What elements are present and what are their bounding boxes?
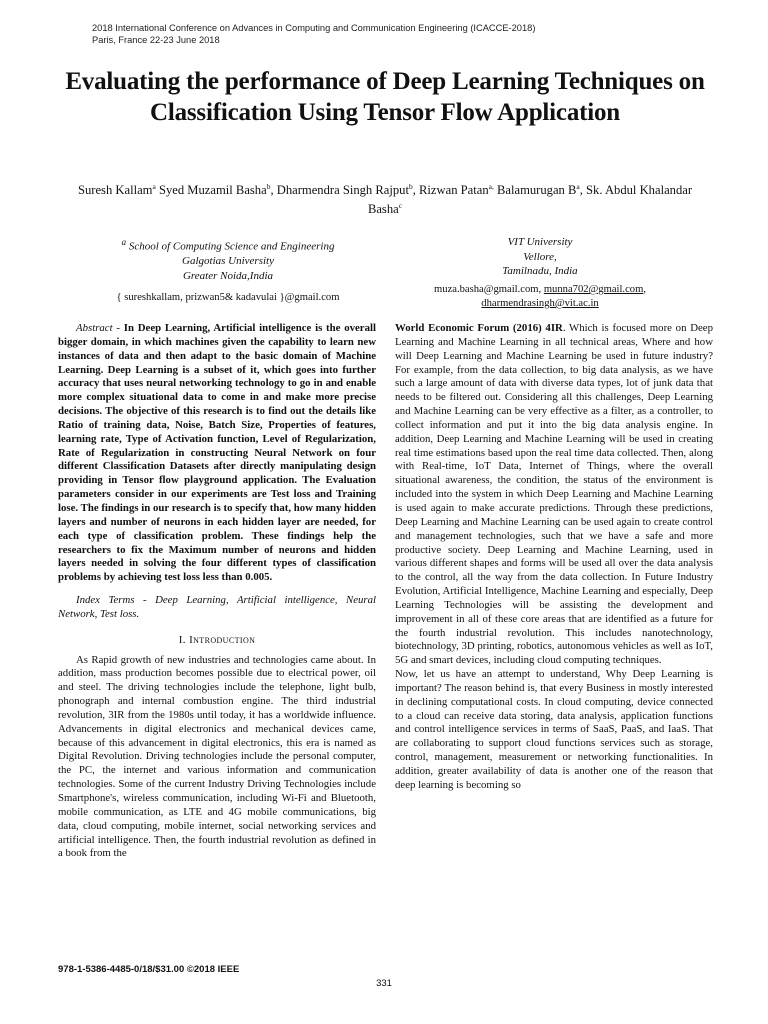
abstract-text: In Deep Learning, Artificial intelligence is the overall bigger domain, in which machines given the capability to learn new instances of data and then adapt to the basic domain of Machine Learning. Deep Learning is a subset of it, which goes into further accuracy that uses neural networking technology to go in and enable more complex situational data to come in and make more precise decisions. The objective of this research is to find out the details like Ratio of training data, Noise, Batch Size, Properties of features, learning rate, Type of Activation function, Level of Regularization, Rate of Regularization in constructing Neural Network on four different Classification Datasets after directly manipulating design providing in Tensor flow playground application. The Evaluation parameters consider in our experiments are Test loss and Training lose. The findings in our research is to specify that, how many hidden layers and number of neurons in each hidden layer are needed, for each type of classification problem. These findings help the researchers to fix the Maximum number of neurons and hidden layers needed in solving the four different types of classification problems by achieving test loss less than 0.005. [58,322,376,584]
body-paragraph: Now, let us have an attempt to understand, Why Deep Learning is important? The reason behind is, that every Business in mostly interested in declining computational costs. In cloud computing, device connected to a cloud can receive data storing, data analysis, application functions and control intelligence services in terms of SaaS, PaaS, and IaaS. That are collaborating to support cloud functions services such as storage, control, management, measurement or networking functionalities. In addition, greater availability of data is another one of the reason that deep learning is becoming so [395,668,713,791]
email-link[interactable]: dharmendrasingh@vit.ac.in [481,298,599,309]
author-affiliation-mark: a, [488,182,494,191]
page-number: 331 [376,978,392,989]
author-name: Balamurugan B [497,183,577,198]
body-paragraph: World Economic Forum (2016) 4IR. Which is focused more on Deep Learning and Machine Learning in all technical areas, Where and how will Deep Learning and Machine Learning be used in future industry? For example, from the data collection, to big data analysis, as we have such a large amount of data with diverse data types, lot of junk data that needs to be filtered out. Considering all this challenges, Deep Learning and Machine Learning can be very effective as a filter, as a controller, to collect information and put it into the big data analysis engine. In addition, Deep Learning and Machine Learning will be used in creating real time estimations based upon the real time data collected. Then, along with Real-time, IoT Data, Internet of Things, where the overall situational awareness, the condition, the status of the environment is included into the system in which Deep Learning and Machine Learning is used again to make accurate predictions. Through these predictions, Deep Learning and Machine Learning can be used again to create control and management technologies, such that we have a safe and more productive society. Deep Learning and Machine Learning, used in various different shapes and forms will be used all over the data analysis to the control, all the way from the data collection. In Future Industry Evolution, Artificial Intelligence, Machine Learning and especially, Deep Learning Technologies will be assisting the development and improvement in all of these core areas that are identified as a future for the fourth industrial revolution. This includes nanotechnology, biotechnology, 3D printing, robotics, autonomous vehicles as well as IoT, 5G and smart devices, including cloud computing techniques. [395,322,713,667]
index-terms: Index Terms - Deep Learning, Artificial intelligence, Neural Network, Test loss. [58,594,376,620]
author-name: Suresh Kallam [77,183,153,198]
email: muza.basha@gmail.com, [434,284,544,295]
affiliation-left [80,235,376,283]
affiliation-school: $^a$ School of Computing Science and Engineering [121,237,335,253]
affiliation-state: Tamilnadu, India [502,265,578,277]
author-affiliation-mark: b [266,182,271,191]
abstract-label: Abstract [76,322,113,334]
author-emails-right: muza.basha@gmail.com, munna702@gmail.com, dharmendrasingh@vit.ac.in [395,283,685,311]
affiliation-right [395,235,685,279]
conference-location-date: Paris, France 22-23 June 2018 [92,35,220,45]
author-name: Syed Muzamil Basha [158,183,267,198]
affiliation-university: Galgotias University [182,255,274,268]
conference-header [92,22,535,46]
right-column [395,322,713,793]
copyright-footer: 978-1-5386-4485-0/18/$31.00 ©2018 IEEE [58,964,240,975]
abstract: Abstract - In Deep Learning, Artificial intelligence is the overall bigger domain, in which machines given the capability to learn new instances of data and then adapt to the basic domain of Machine Learning. Deep Learning is a subset of it, which goes into further accuracy that uses neural networking technology to go in and enable more complex situational data to come in and make more precise decisions. The objective of this research is to find out the details like Ratio of training data, Noise, Batch Size, Properties of features, learning rate, Type of Activation function, Level of Regularization, Rate of Regularization in constructing Neural Network on four different Classification Datasets after directly manipulating design providing in Tensor flow playground application. The Evaluation parameters consider in our experiments are Test loss and Training lose. The findings in our research is to specify that, how many hidden layers and number of neurons in each hidden layer are needed, for each type of classification problem. These findings help the researchers to fix the Maximum number of neurons and hidden layers needed in solving the four different types of classification problems by achieving test loss less than 0.005. [58,322,376,584]
email-link[interactable]: munna702@gmail.com [543,284,644,295]
intro-paragraph: As Rapid growth of new industries and technologies came about. In addition, mass production becomes possible due to electrical power, oil and steel. The driving technologies include the telephone, light bulb, phonograph and internal combustion engine. The third industrial revolution, 3IR from the 1980s until today, it has a worldwide influence. Advancements in digital electronics and mechanical devices came, because of this advancement in digital electronics, this era is named as Digital Revolution. Driving technologies include the personal computer, the PC, the internet and various information and communication technologies. Some of the current Industry Driving Technologies include Smartphone's, wireless communication, including Wi-Fi and Bluetooth, mobile communication, as LTE and 4G mobile communications, big data, cloud computing, mobile internet, social networking services and artificial intelligence. Then, the fourth industrial revolution as defined in a book from the [58,653,376,860]
affiliation-city: Greater Noida,India [182,269,274,282]
source-citation: World Economic Forum (2016) 4IR [395,322,563,334]
author-emails-left: { sureshkallam, prizwan5& kadavulai }@gmail.com [116,292,340,303]
author-list: Suresh Kallam$^a$ Syed Muzamil Basha$^b$, Dharmendra Singh Rajput$^b$, Rizwan Patan$^{a,}$ Balamurugan $B^a$, Sk. Abdul Khalandar Basha$^c$ [77,182,693,217]
paper-title: Evaluating the performance of Deep Learning Techniques on Classification Using Tensor Flow Application [65,68,705,126]
conference-name: 2018 International Conference on Advances in Computing and Communication Engineering (ICACCE-2018) [92,23,536,33]
author-affiliation-mark: a [576,182,580,191]
author-name: Sk. Abdul Khalandar Basha [367,183,693,217]
affiliation-city: Vellore, [523,250,557,263]
author-affiliation-mark: c [398,201,403,211]
author-name: Dharmendra Singh Rajput [276,183,409,198]
author-affiliation-mark: a [152,182,156,191]
section-heading: I. Introduction [178,633,256,646]
author-affiliation-mark: b [408,182,413,191]
author-name: Rizwan Patan [419,183,489,198]
affiliation-university: VIT University [507,236,573,248]
left-column [58,322,376,861]
